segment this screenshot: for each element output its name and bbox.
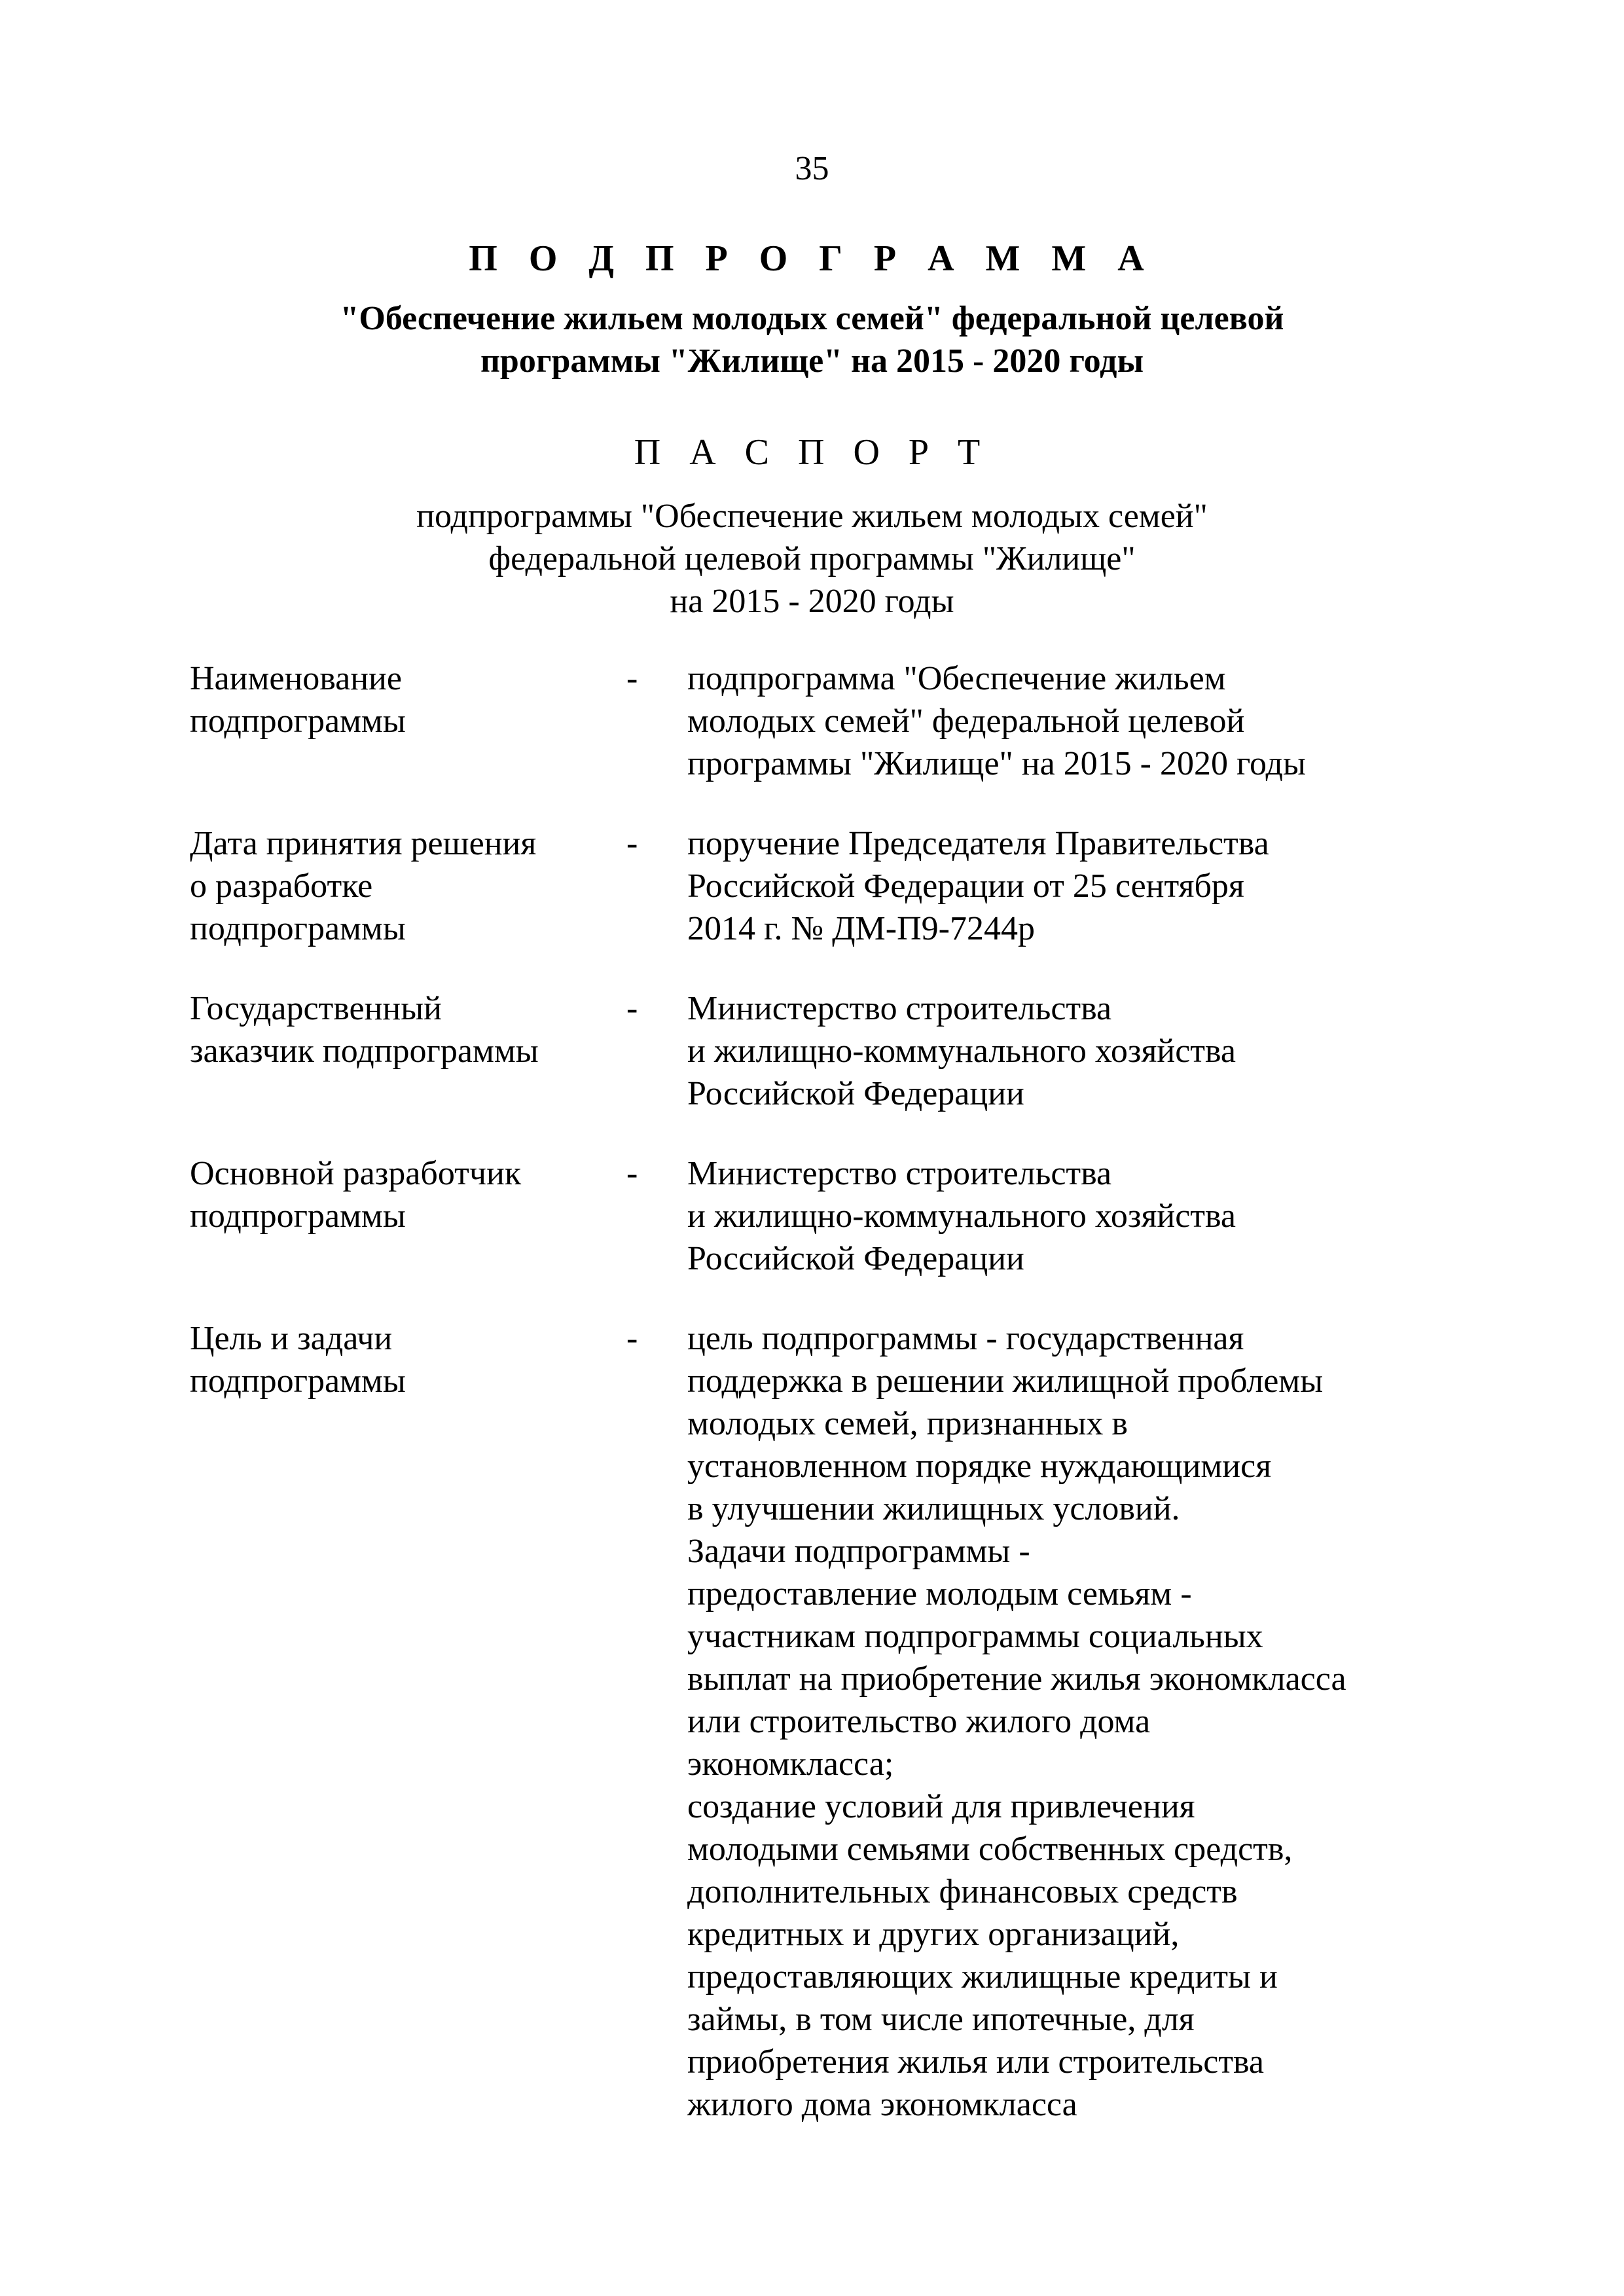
- subprogram-caption-line: "Обеспечение жильем молодых семей" федеральной целевой: [340, 300, 1284, 337]
- passport-row: [190, 822, 1453, 950]
- passport-row-value: [687, 657, 1453, 785]
- passport-row-value-line: Министерство строительства: [687, 1155, 1112, 1192]
- passport-row-value-line: программы "Жилище" на 2015 - 2020 годы: [687, 745, 1306, 782]
- passport-row-dash: -: [626, 825, 638, 862]
- passport-row-label: [190, 657, 626, 785]
- passport-row-value-line: Задачи подпрограммы -: [687, 1533, 1030, 1570]
- passport-title: П А С П О Р Т: [634, 432, 990, 473]
- passport-row-dash: -: [626, 990, 638, 1027]
- passport-row-dash: -: [626, 660, 638, 697]
- subprogram-caption: [196, 297, 1428, 382]
- passport-row-label-line: подпрограммы: [190, 1197, 406, 1235]
- passport-row-label: [190, 822, 626, 950]
- passport-row-label-line: подпрограммы: [190, 1362, 406, 1400]
- passport-row-value-line: и жилищно-коммунального хозяйства: [687, 1032, 1236, 1070]
- passport-row-value: [687, 987, 1453, 1115]
- page-number: 35: [795, 150, 829, 187]
- passport-row-label-line: Дата принятия решения: [190, 825, 537, 862]
- passport-row-value-line: молодых семей, признанных в: [687, 1405, 1128, 1442]
- passport-row-value-line: молодых семей" федеральной целевой: [687, 702, 1245, 740]
- passport-row-label: [190, 1152, 626, 1280]
- passport-row-value-line: предоставляющих жилищные кредиты и: [687, 1958, 1278, 1995]
- passport-row-value: [687, 822, 1453, 950]
- passport-row-value-line: дополнительных финансовых средств: [687, 1873, 1238, 1910]
- passport-row-value-line: в улучшении жилищных условий.: [687, 1490, 1180, 1527]
- passport-row-value-line: или строительство жилого дома: [687, 1703, 1151, 1740]
- passport-row-value-line: установленном порядке нуждающимися: [687, 1448, 1272, 1485]
- passport-row-label-line: заказчик подпрограммы: [190, 1032, 539, 1070]
- passport-row: [190, 657, 1453, 785]
- passport-row-label-line: Наименование: [190, 660, 402, 697]
- subprogram-caption-line: программы "Жилище" на 2015 - 2020 годы: [480, 342, 1144, 380]
- passport-row-value-line: подпрограмма "Обеспечение жильем: [687, 660, 1226, 697]
- passport-row-value-line: предоставление молодым семьям -: [687, 1575, 1192, 1613]
- passport-row-value-line: цель подпрограммы - государственная: [687, 1320, 1244, 1357]
- passport-row-value-line: выплат на приобретение жилья экономкласса: [687, 1660, 1346, 1698]
- passport-row-label-line: Государственный: [190, 990, 442, 1027]
- passport-row-value: [687, 1152, 1453, 1280]
- subprogram-title: П О Д П Р О Г Р А М М А: [469, 238, 1155, 279]
- passport-row-label-line: Основной разработчик: [190, 1155, 522, 1192]
- passport-row-value-line: Российской Федерации от 25 сентября: [687, 867, 1244, 905]
- passport-row-value: [687, 1317, 1453, 2126]
- passport-row-value-line: и жилищно-коммунального хозяйства: [687, 1197, 1236, 1235]
- passport-row-value-line: поддержка в решении жилищной проблемы: [687, 1362, 1324, 1400]
- passport-row: [190, 1317, 1453, 2126]
- passport-caption-line: подпрограммы "Обеспечение жильем молодых семей": [416, 498, 1208, 535]
- passport-row-value-line: приобретения жилья или строительства: [687, 2043, 1265, 2081]
- passport-row-value-line: создание условий для привлечения: [687, 1788, 1195, 1825]
- passport-row-dash: -: [626, 1155, 638, 1192]
- passport-row: [190, 1152, 1453, 1280]
- passport-table: [190, 657, 1453, 2163]
- passport-caption-line: на 2015 - 2020 годы: [670, 583, 954, 620]
- passport-row-value-line: займы, в том числе ипотечные, для: [687, 2001, 1195, 2038]
- passport-row-label-line: подпрограммы: [190, 702, 406, 740]
- passport-row-label: [190, 1317, 626, 2126]
- passport-row-value-line: Российской Федерации: [687, 1075, 1024, 1112]
- passport-row-value-line: жилого дома экономкласса: [687, 2086, 1077, 2123]
- passport-row: [190, 987, 1453, 1115]
- passport-row-value-line: участникам подпрограммы социальных: [687, 1618, 1263, 1655]
- passport-row-value-line: Министерство строительства: [687, 990, 1112, 1027]
- passport-row-label-line: Цель и задачи: [190, 1320, 393, 1357]
- passport-row-value-line: экономкласса;: [687, 1745, 894, 1783]
- passport-row-label-line: подпрограммы: [190, 910, 406, 947]
- passport-row-value-line: 2014 г. № ДМ-П9-7244р: [687, 910, 1035, 947]
- passport-caption: [196, 495, 1428, 623]
- passport-row-value-line: поручение Председателя Правительства: [687, 825, 1269, 862]
- passport-row-label: [190, 987, 626, 1115]
- passport-caption-line: федеральной целевой программы "Жилище": [488, 540, 1136, 577]
- passport-row-label-line: о разработке: [190, 867, 373, 905]
- passport-row-value-line: Российской Федерации: [687, 1240, 1024, 1277]
- passport-row-dash: -: [626, 1320, 638, 1357]
- passport-row-value-line: кредитных и других организаций,: [687, 1916, 1180, 1953]
- passport-row-value-line: молодыми семьями собственных средств,: [687, 1831, 1293, 1868]
